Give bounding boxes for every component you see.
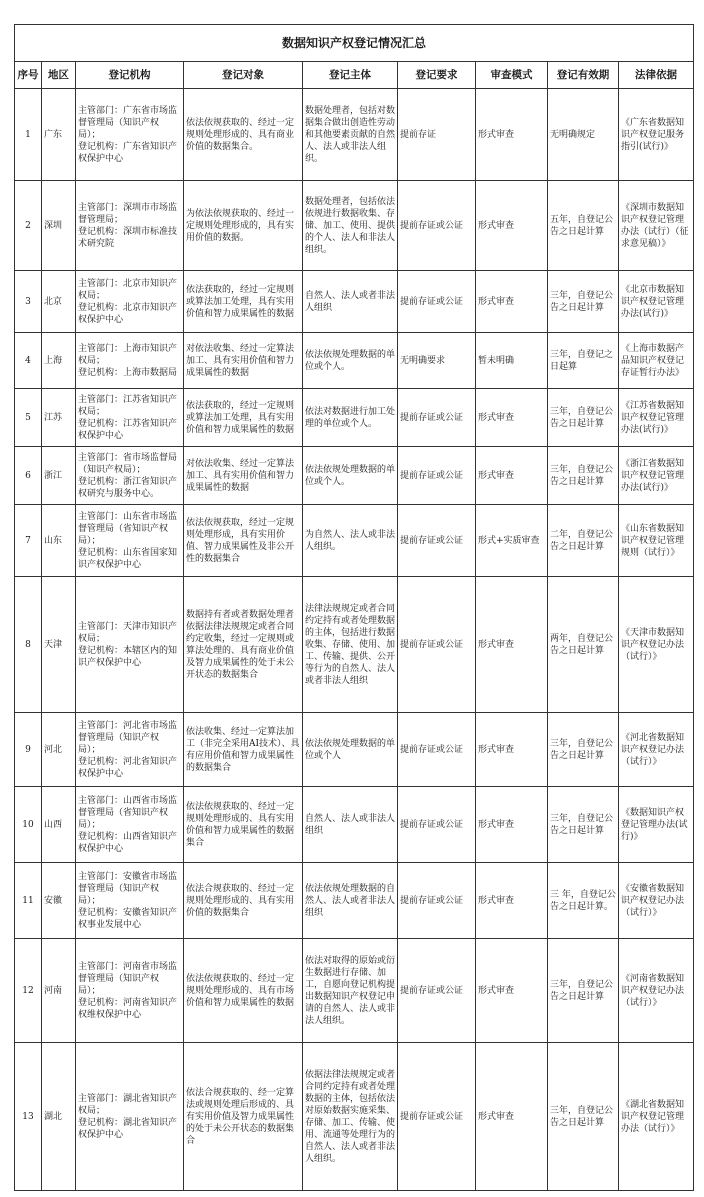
row-subject: 自然人、法人或者非法人组织	[303, 271, 398, 333]
row-region: 河北	[42, 713, 76, 787]
row-region: 天津	[42, 577, 76, 713]
agency-registrar: 登记机构：江苏省知识产权保护中心	[78, 418, 178, 441]
row-region: 浙江	[42, 447, 76, 505]
row-agency	[76, 89, 184, 181]
table-row	[15, 1043, 694, 1191]
row-validity: 三年，自登记公告之日起计算	[548, 271, 619, 333]
agency-registrar: 登记机构：深圳市标准技术研究院	[78, 226, 178, 249]
row-number: 7	[15, 505, 42, 577]
agency-registrar: 登记机构：上海市数据局	[78, 367, 178, 378]
row-subject: 法律法规规定或者合同约定持有或者处理数据的主体，包括进行数据收集、存储、使用、加工、传输、提供、公开等行为的自然人、法人或者非法人组织	[303, 577, 398, 713]
col-header-review-mode: 审查模式	[476, 62, 548, 89]
row-review-mode: 形式审查	[476, 577, 548, 713]
agency-supervisor: 主管部门：山东省市场监督管理局（省知识产权局）；	[78, 511, 178, 546]
row-validity: 三年，自登记公告之日起计算	[548, 447, 619, 505]
row-object: 依法收集、经过一定算法加工（非完全采用AI技术）、具有应用价值和智力成果属性的数据集合	[184, 713, 303, 787]
row-number: 5	[15, 389, 42, 447]
row-validity: 三 年，自登记公告之日起计算。	[548, 863, 619, 939]
row-legal-basis: 《天津市数据知识产权登记办法（试行）》	[619, 577, 694, 713]
row-subject: 数据处理者，包括对数据集合做出创造性劳动和其他要素贡献的自然人、法人或非法人组织。	[303, 89, 398, 181]
agency-supervisor: 主管部门：河北省市场监督管理局（知识产权局）；	[78, 720, 178, 755]
table-row	[15, 577, 694, 713]
row-region: 深圳	[42, 181, 76, 271]
row-object: 依法依规获取的、经过一定规则处理形成的、具有实用价值和智力成果属性的数据集合	[184, 787, 303, 863]
table-row	[15, 939, 694, 1043]
row-legal-basis: 《深圳市数据知识产权登记管理办法（试行）（征求意见稿）》	[619, 181, 694, 271]
row-region: 山东	[42, 505, 76, 577]
row-requirement: 提前存证或公证	[398, 787, 476, 863]
agency-registrar: 登记机构：河北省知识产权保护中心	[78, 756, 178, 779]
row-number: 13	[15, 1043, 42, 1191]
row-object: 依法合规获取的、经一定算法或规则处理后形成的、具有实用价值及智力成果属性的处于未公开状态的数据集合	[184, 1043, 303, 1191]
table-row	[15, 787, 694, 863]
row-requirement: 无明确要求	[398, 333, 476, 389]
row-requirement: 提前存证或公证	[398, 939, 476, 1043]
row-requirement: 提前存证或公证	[398, 505, 476, 577]
row-subject: 为自然人、法人或非法人组织。	[303, 505, 398, 577]
row-object: 依法获取的，经过一定规则或算法加工处理，具有实用价值和智力成果属性的数据	[184, 271, 303, 333]
row-object: 依法依规获取的、经过一定规则处理形成的、具有市场价值和智力成果属性的数据	[184, 939, 303, 1043]
row-number: 2	[15, 181, 42, 271]
row-review-mode: 暂未明确	[476, 333, 548, 389]
row-requirement: 提前存证或公证	[398, 447, 476, 505]
row-requirement: 提前存证或公证	[398, 181, 476, 271]
row-validity: 二年，自登记公告之日起计算	[548, 505, 619, 577]
row-number: 10	[15, 787, 42, 863]
col-header-agency: 登记机构	[76, 62, 184, 89]
row-subject: 依法对取得的原始或衍生数据进行存储、加工，自愿向登记机构提出数据知识产权登记申请的自然人、法人或非法人组织。	[303, 939, 398, 1043]
agency-supervisor: 主管部门：深圳市市场监督管理局；	[78, 202, 178, 225]
row-number: 12	[15, 939, 42, 1043]
row-region: 山西	[42, 787, 76, 863]
agency-registrar: 登记机构：北京市知识产权保护中心	[78, 302, 178, 325]
row-object: 依法获取的，经过一定规则或算法加工处理，具有实用价值和智力成果属性的数据	[184, 389, 303, 447]
row-requirement: 提前存证	[398, 89, 476, 181]
row-agency	[76, 333, 184, 389]
row-region: 湖北	[42, 1043, 76, 1191]
row-review-mode: 形式审查	[476, 787, 548, 863]
row-subject: 依法依规处理数据的单位或个人。	[303, 447, 398, 505]
row-legal-basis: 《山东省数据知识产权登记管理规则（试行）》	[619, 505, 694, 577]
row-object: 依法依规获取，经过一定规则处理形成，具有实用价值、智力成果属性及非公开性的数据集合	[184, 505, 303, 577]
agency-supervisor: 主管部门：河南省市场监督管理局（知识产权局）；	[78, 961, 178, 996]
col-header-legal-basis: 法律依据	[619, 62, 694, 89]
agency-registrar: 登记机构：本辖区内的知识产权保护中心	[78, 645, 178, 668]
agency-registrar: 登记机构：山西省知识产权保护中心	[78, 831, 178, 854]
table-row	[15, 389, 694, 447]
agency-registrar: 登记机构：河南省知识产权维权保护中心	[78, 997, 178, 1020]
row-review-mode: 形式审查	[476, 1043, 548, 1191]
row-number: 9	[15, 713, 42, 787]
agency-supervisor: 主管部门：上海市知识产权局；	[78, 343, 178, 366]
col-header-region: 地区	[42, 62, 76, 89]
row-legal-basis: 《安徽省数据知识产权登记办法（试行）》	[619, 863, 694, 939]
table-row	[15, 447, 694, 505]
row-legal-basis: 《河北省数据知识产权登记办法（试行）》	[619, 713, 694, 787]
row-validity: 三年，自登记公告之日起计算	[548, 939, 619, 1043]
agency-supervisor: 主管部门：省市场监督局（知识产权局）；	[78, 452, 178, 475]
row-review-mode: 形式审查	[476, 447, 548, 505]
row-validity: 三年，自登记公告之日起计算	[548, 787, 619, 863]
row-number: 11	[15, 863, 42, 939]
row-object: 数据持有者或者数据处理者依据法律法规规定或者合同约定收集，经过一定规则或算法处理的、具有商业价值及智力成果属性的处于未公开状态的数据集合	[184, 577, 303, 713]
row-region: 江苏	[42, 389, 76, 447]
row-agency	[76, 271, 184, 333]
row-legal-basis: 《北京市数据知识产权登记管理办法(试行)》	[619, 271, 694, 333]
row-validity: 无明确规定	[548, 89, 619, 181]
row-agency	[76, 863, 184, 939]
col-header-no: 序号	[15, 62, 42, 89]
row-agency	[76, 713, 184, 787]
row-requirement: 提前存证或公证	[398, 577, 476, 713]
col-header-object: 登记对象	[184, 62, 303, 89]
table-body	[15, 89, 694, 1191]
row-region: 安徽	[42, 863, 76, 939]
row-requirement: 提前存证或公证	[398, 713, 476, 787]
col-header-requirement: 登记要求	[398, 62, 476, 89]
table-row	[15, 333, 694, 389]
row-object: 依法依规获取的、经过一定规则处理形成的、具有商业价值的数据集合。	[184, 89, 303, 181]
row-agency	[76, 447, 184, 505]
row-review-mode: 形式+实质审查	[476, 505, 548, 577]
agency-registrar: 登记机构：山东省国家知识产权保护中心	[78, 547, 178, 570]
table-row	[15, 863, 694, 939]
row-number: 1	[15, 89, 42, 181]
agency-supervisor: 主管部门：湖北省知识产权局；	[78, 1093, 178, 1116]
row-number: 6	[15, 447, 42, 505]
row-subject: 数据处理者，包括依法依规进行数据收集、存储、加工、使用、提供的个人、法人和非法人组织。	[303, 181, 398, 271]
table-row	[15, 713, 694, 787]
row-legal-basis: 《湖北省数据知识产权登记管理办法（试行）》	[619, 1043, 694, 1191]
row-validity: 三年，自登记公告之日起计算	[548, 713, 619, 787]
row-region: 上海	[42, 333, 76, 389]
row-legal-basis: 《广东省数据知识产权登记服务指引(试行)》	[619, 89, 694, 181]
row-agency	[76, 577, 184, 713]
agency-supervisor: 主管部门：广东省市场监督管理局（知识产权局）；	[78, 105, 178, 140]
row-review-mode: 形式审查	[476, 389, 548, 447]
row-review-mode: 形式审查	[476, 713, 548, 787]
agency-supervisor: 主管部门：安徽省市场监督管理局（知识产权局）；	[78, 871, 178, 906]
row-validity: 两年，自登记公告之日起计算	[548, 577, 619, 713]
summary-table	[14, 24, 694, 1191]
row-review-mode: 形式审查	[476, 271, 548, 333]
row-agency	[76, 389, 184, 447]
table-row	[15, 505, 694, 577]
row-review-mode: 形式审查	[476, 939, 548, 1043]
row-number: 4	[15, 333, 42, 389]
row-agency	[76, 1043, 184, 1191]
row-object: 对依法收集、经过一定算法加工、具有实用价值和智力成果属性的数据	[184, 447, 303, 505]
row-region: 河南	[42, 939, 76, 1043]
agency-registrar: 登记机构：浙江省知识产权研究与服务中心。	[78, 476, 178, 499]
row-object: 为依法依规获取的、经过一定规则处理形成的，具有实用价值的数据。	[184, 181, 303, 271]
row-review-mode: 形式审查	[476, 863, 548, 939]
row-requirement: 提前存证或公证	[398, 1043, 476, 1191]
row-object: 对依法收集、经过一定算法加工、具有实用价值和智力成果属性的数据	[184, 333, 303, 389]
row-subject: 依法依规处理数据的自然人、法人或者非法人组织	[303, 863, 398, 939]
row-region: 北京	[42, 271, 76, 333]
row-agency	[76, 181, 184, 271]
row-review-mode: 形式审查	[476, 181, 548, 271]
row-subject: 依据法律法规规定或者合同约定持有或者处理数据的主体，包括依法对原始数据实施采集、存储、加工、传输、使用、流通等处理行为的自然人、法人或者非法人组织。	[303, 1043, 398, 1191]
agency-registrar: 登记机构：湖北省知识产权保护中心	[78, 1117, 178, 1140]
table-row	[15, 271, 694, 333]
agency-supervisor: 主管部门：天津市知识产权局；	[78, 621, 178, 644]
col-header-validity: 登记有效期	[548, 62, 619, 89]
row-legal-basis: 《浙江省数据知识产权登记管理办法(试行)》	[619, 447, 694, 505]
row-validity: 三年，自登记公告之日起计算	[548, 1043, 619, 1191]
row-region: 广东	[42, 89, 76, 181]
row-object: 依法合规获取的、经过一定规则处理形成的、具有实用价值的数据集合	[184, 863, 303, 939]
row-number: 8	[15, 577, 42, 713]
row-legal-basis: 《河南省数据知识产权登记办法（试行）》	[619, 939, 694, 1043]
row-legal-basis: 《上海市数据产品知识产权登记存证暂行办法》	[619, 333, 694, 389]
table-row	[15, 89, 694, 181]
row-validity: 三年，自登记之日起算	[548, 333, 619, 389]
agency-supervisor: 主管部门：江苏省知识产权局；	[78, 394, 178, 417]
row-number: 3	[15, 271, 42, 333]
row-subject: 依法依规处理数据的单位或个人。	[303, 333, 398, 389]
col-header-subject: 登记主体	[303, 62, 398, 89]
row-agency	[76, 787, 184, 863]
row-validity: 五年，自登记公告之日起计算	[548, 181, 619, 271]
table-title: 数据知识产权登记情况汇总	[15, 25, 694, 62]
row-agency	[76, 939, 184, 1043]
row-requirement: 提前存证或公证	[398, 863, 476, 939]
row-validity: 三年，自登记公告之日起计算	[548, 389, 619, 447]
agency-registrar: 登记机构：安徽省知识产权事业发展中心	[78, 907, 178, 930]
row-legal-basis: 《江苏省数据知识产权登记管理办法(试行)》	[619, 389, 694, 447]
row-review-mode: 形式审查	[476, 89, 548, 181]
row-legal-basis: 《数据知识产权登记管理办法(试行)》	[619, 787, 694, 863]
agency-supervisor: 主管部门：北京市知识产权局；	[78, 278, 178, 301]
agency-registrar: 登记机构：广东省知识产权保护中心	[78, 141, 178, 164]
title-row	[15, 25, 694, 62]
row-subject: 自然人、法人或非法人组织	[303, 787, 398, 863]
table-row	[15, 181, 694, 271]
header-row	[15, 62, 694, 89]
row-requirement: 提前存证或公证	[398, 271, 476, 333]
row-subject: 依法依规处理数据的单位或个人	[303, 713, 398, 787]
row-agency	[76, 505, 184, 577]
row-subject: 依法对数据进行加工处理的单位或个人。	[303, 389, 398, 447]
row-requirement: 提前存证或公证	[398, 389, 476, 447]
agency-supervisor: 主管部门：山西省市场监督管理局（省知识产权局）；	[78, 795, 178, 830]
summary-table-wrapper	[14, 24, 693, 1191]
